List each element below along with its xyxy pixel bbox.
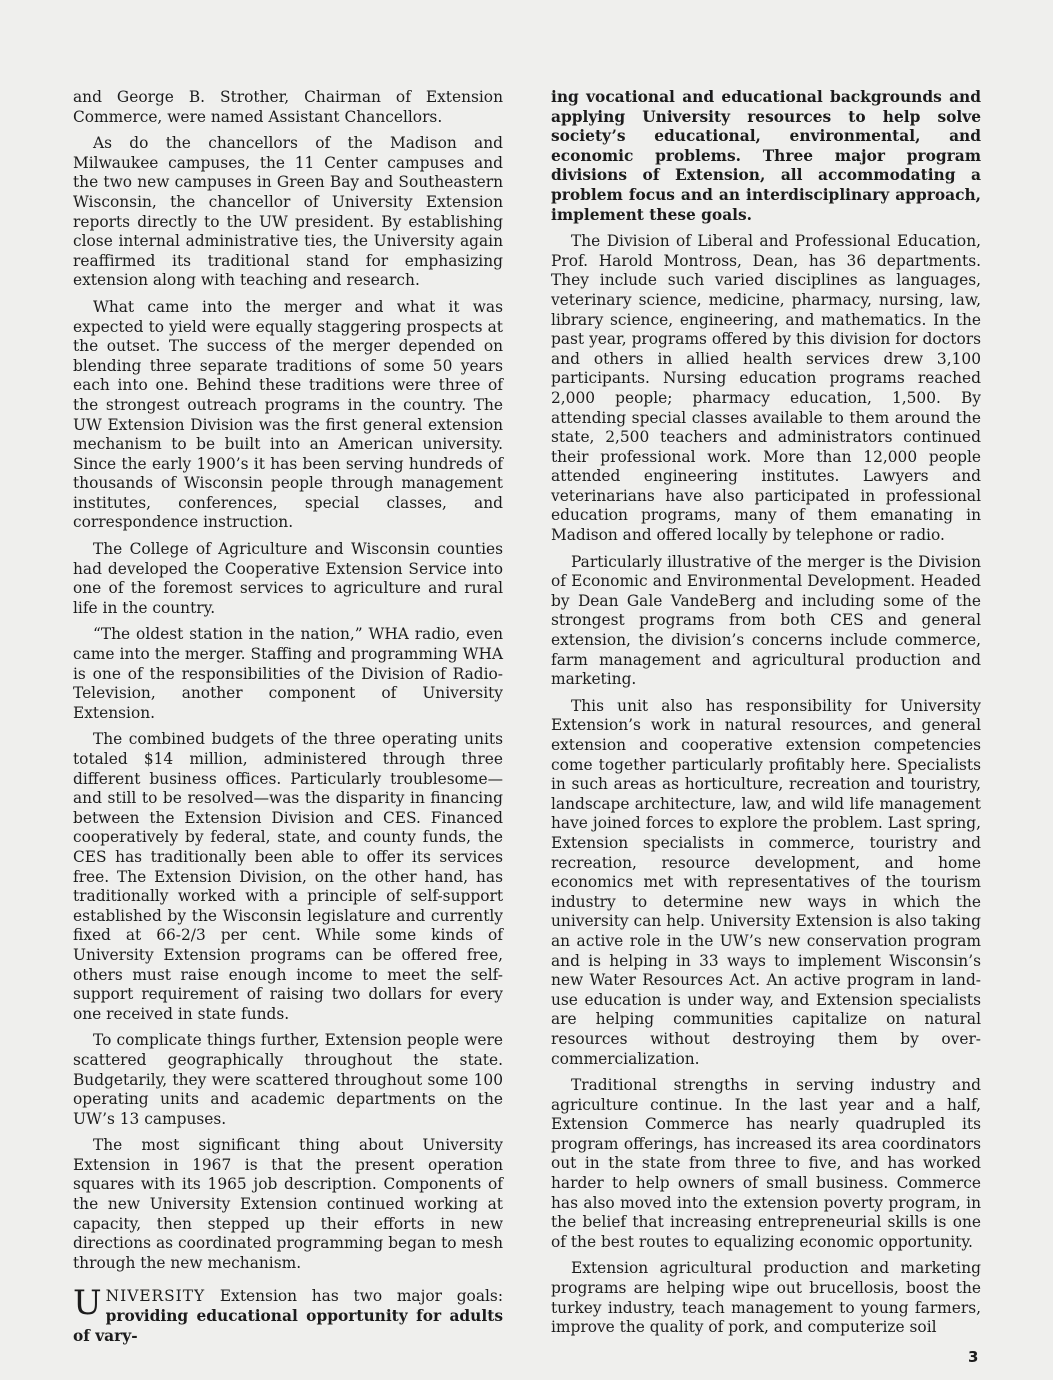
paragraph: This unit also has responsibility for University Extension’s work in natural resources, and general extension and cooperative extension competencies come together particularly profitably here. Specialists in such areas as horticulture, recreation and touristry, landscape architecture, law, and wild life management have joined forces to explore the problem. Last spring, Extension specialists in commerce, touristry and recreation, resource development, and home economics met with representatives of the tourism industry to determine new ways in which the university can help. University Extension is also taking an active role in the UW’s new conservation program and is helping in 33 ways to implement Wisconsin’s new Water Resources Act. An active program in land-use education is under way, and Extension specialists are helping communities capitalize on natural resources without destroying them by over-commercialization. bbox=[551, 696, 981, 1068]
section-lead-text: Extension has two major goals: bbox=[205, 1287, 503, 1306]
bold-continuation-paragraph: ing vocational and educational backgrounds and applying University resources to help solve society’s educational, environmental, and economic problems. Three major program divisions of Extension, all accommodating a problem focus and an interdisciplinary approach, implement these goals. bbox=[551, 88, 981, 224]
paragraph: Particularly illustrative of the merger is the Division of Economic and Environmental Development. Headed by Dean Gale VandeBerg and including some of the strongest programs from both CES and general extension, the division’s concerns include commerce, farm management and agricultural production and marketing. bbox=[551, 552, 981, 689]
page-number: 3 bbox=[968, 1348, 979, 1366]
section-lead-paragraph bbox=[73, 1283, 503, 1346]
section-lead-bold-text: providing educational opportunity for adults of vary- bbox=[73, 1307, 503, 1345]
paragraph: What came into the merger and what it was expected to yield were equally staggering prospects at the outset. The success of the merger depended on blending three separate traditions of some 50 years each into one. Behind these traditions were three of the strongest outreach programs in the country. The UW Extension Division was the first general extension mechanism to be built into an American university. Since the early 1900’s it has been serving hundreds of thousands of Wisconsin people through management institutes, conferences, special classes, and correspondence instruction. bbox=[73, 297, 503, 532]
drop-cap: U bbox=[73, 1283, 102, 1324]
small-caps-word: NIVERSITY bbox=[105, 1287, 206, 1306]
paragraph: Extension agricultural production and marketing programs are helping wipe out brucellosis, boost the turkey industry, teach management to young farmers, improve the quality of pork, and computerize soil bbox=[551, 1259, 981, 1337]
paragraph: As do the chancellors of the Madison and Milwaukee campuses, the 11 Center campuses and the two new campuses in Green Bay and Southeastern Wisconsin, the chancellor of University Extension reports directly to the UW president. By establishing close internal administrative ties, the University again reaffirmed its traditional stand for emphasizing extension along with teaching and research. bbox=[73, 134, 503, 290]
left-column bbox=[73, 88, 503, 1353]
paragraph: The most significant thing about University Extension in 1967 is that the present operation squares with its 1965 job description. Components of the new University Extension continued working at capacity, then stepped up their efforts in new directions as coordinated programming began to mesh through the new mechanism. bbox=[73, 1136, 503, 1272]
paragraph: To complicate things further, Extension people were scattered geographically throughout the state. Budgetarily, they were scattered throughout some 100 operating units and academic departments on the UW’s 13 campuses. bbox=[73, 1031, 503, 1128]
right-column bbox=[551, 88, 981, 1345]
paragraph: Traditional strengths in serving industry and agriculture continue. In the last year and a half, Extension Commerce has nearly quadrupled its program offerings, has increased its area coordinators out in the state from three to five, and has worked harder to help owners of small business. Commerce has also moved into the extension poverty program, in the belief that increasing entrepreneurial skills is one of the best routes to equalizing economic opportunity. bbox=[551, 1076, 981, 1251]
paragraph: “The oldest station in the nation,” WHA radio, even came into the merger. Staffing and programming WHA is one of the responsibilities of the Division of Radio-Television, another component of University Extension. bbox=[73, 625, 503, 722]
paragraph: The Division of Liberal and Professional Education, Prof. Harold Montross, Dean, has 36 departments. They include such varied disciplines as languages, veterinary science, medicine, pharmacy, nursing, law, library science, engineering, and mathematics. In the past year, programs offered by this division for doctors and others in allied health services drew 3,100 participants. Nursing education programs reached 2,000 people; pharmacy education, 1,500. By attending special classes available to them around the state, 2,500 teachers and administrators continued their professional work. More than 12,000 people attended engineering institutes. Lawyers and veterinarians have also participated in professional education programs, many of them emanating in Madison and offered locally by telephone or radio. bbox=[551, 232, 981, 545]
paragraph: The College of Agriculture and Wisconsin counties had developed the Cooperative Extension Service into one of the foremost services to agriculture and rural life in the country. bbox=[73, 540, 503, 617]
paragraph: and George B. Strother, Chairman of Extension Commerce, were named Assistant Chancellors. bbox=[73, 88, 503, 126]
paragraph: The combined budgets of the three operating units totaled $14 million, administered through three different business offices. Particularly troublesome—and still to be resolved—was the disparity in financing between the Extension Division and CES. Financed cooperatively by federal, state, and county funds, the CES has traditionally been able to offer its services free. The Extension Division, on the other hand, has traditionally worked with a principle of self-support established by the Wisconsin legislature and currently fixed at 66-2/3 per cent. While some kinds of University Extension programs can be offered free, others must raise enough income to meet the self-support requirement of raising two dollars for every one received in state funds. bbox=[73, 730, 503, 1023]
